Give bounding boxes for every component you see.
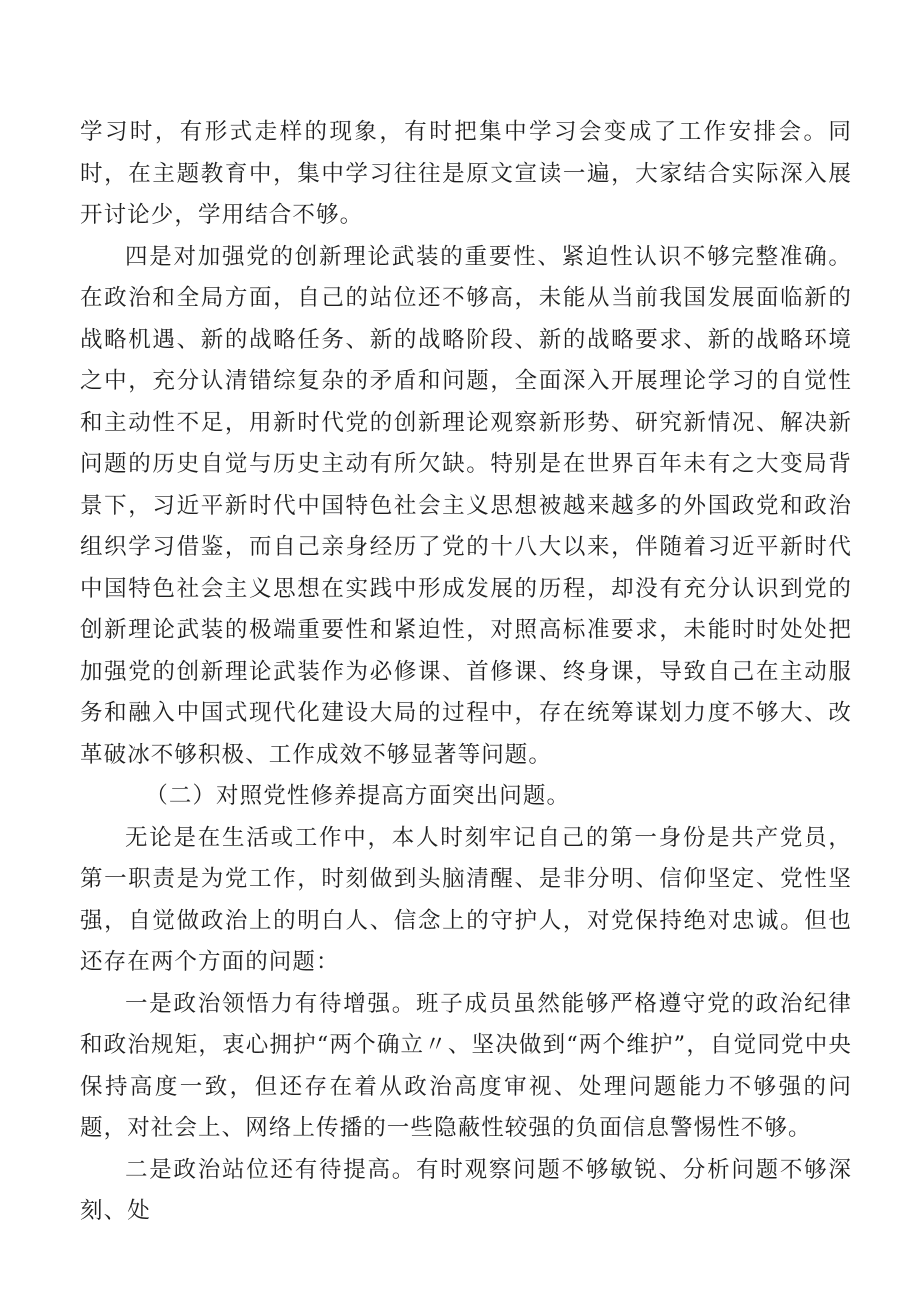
paragraph-theory-armament: 四是对加强党的创新理论武装的重要性、紧迫性认识不够完整准确。在政治和全局方面，自己的站位还不够高，未能从当前我国发展面临新的战略机遇、新的战略任务、新的战略阶段、新的战略要求、新的战略环境之中，充分认清错综复杂的矛盾和问题，全面深入开展理论学习的自觉性和主动性不足，用新时代党的创新理论观察新形势、研究新情况、解决新问题的历史自觉与历史主动有所欠缺。特别是在世界百年未有之大变局背景下，习近平新时代中国特色社会主义思想被越来越多的外国政党和政治组织学习借鉴，而自己亲身经历了党的十八大以来，伴随着习近平新时代中国特色社会主义思想在实践中形成发展的历程，却没有充分认识到党的创新理论武装的极端重要性和紧迫性，对照高标准要求，未能时时处处把加强党的创新理论武装作为必修课、首修课、终身课，导致自己在主动服务和融入中国式现代化建设大局的过程中，存在统筹谋划力度不够大、改革破冰不够积极、工作成效不够显著等问题。 [80, 243, 852, 768]
document-body [80, 112, 852, 1233]
paragraph-political-stance: 二是政治站位还有待提高。有时观察问题不够敏锐、分析问题不够深刻、处 [80, 1156, 852, 1224]
paragraph-political-comprehension: 一是政治领悟力有待增强。班子成员虽然能够严格遵守党的政治纪律和政治规矩，衷心拥护“两个确立〃、坚决做到“两个维护”，自觉同党中央保持高度一致，但还存在着从政治高度审视、处理问题能力不够强的问题，对社会上、网络上传播的一些隐蔽性较强的负面信息警惕性不够。 [80, 990, 852, 1141]
paragraph-study-issues: 学习时，有形式走样的现象，有时把集中学习会变成了工作安排会。同时，在主题教育中，集中学习往往是原文宣读一遍，大家结合实际深入展开讨论少，学用结合不够。 [80, 119, 852, 228]
paragraph-party-identity: 无论是在生活或工作中，本人时刻牢记自己的第一身份是共产党员，第一职责是为党工作，时刻做到头脑清醒、是非分明、信仰坚定、党性坚强，自觉做政治上的明白人、信念上的守护人，对党保持绝对忠诚。但也还存在两个方面的问题： [80, 824, 852, 975]
section-heading-party-spirit: （二）对照党性修养提高方面突出问题。 [145, 783, 571, 809]
